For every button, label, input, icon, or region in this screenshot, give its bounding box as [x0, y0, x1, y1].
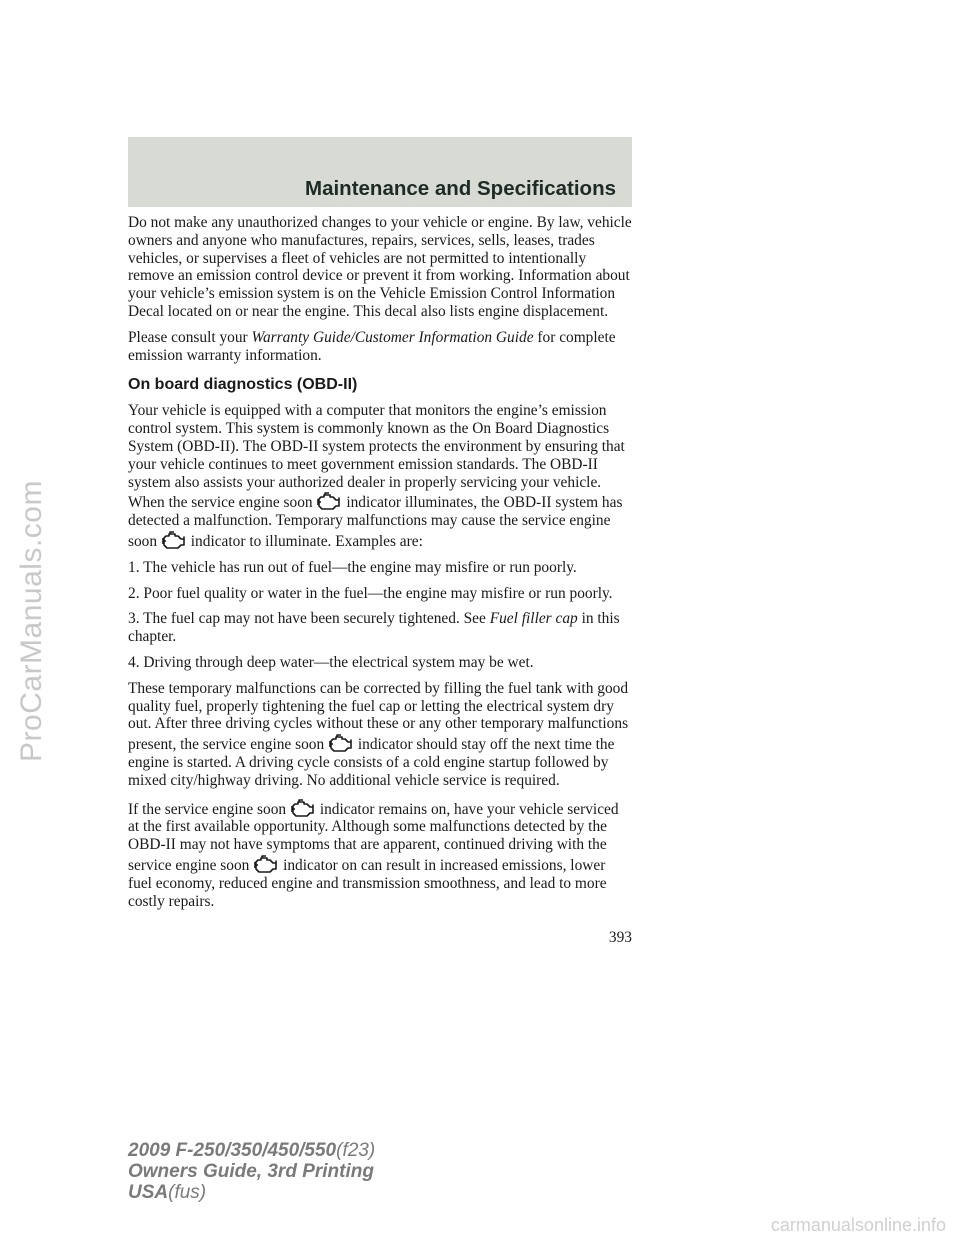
- example-item-3: 3. The fuel cap may not have been securely tightened. See Fuel filler cap in this chapter.: [128, 610, 620, 646]
- watermark-bottom: carmanualsonline.info: [770, 1215, 946, 1235]
- footer-line-2: Owners Guide, 3rd Printing: [128, 1161, 374, 1182]
- example-item-2: 2. Poor fuel quality or water in the fuel—the engine may misfire or run poorly.: [128, 584, 613, 602]
- check-engine-icon: [316, 491, 342, 511]
- example-item-1: 1. The vehicle has run out of fuel—the engine may misfire or run poorly.: [128, 558, 577, 576]
- warranty-guide-reference: Warranty Guide/Customer Information Guide: [251, 328, 534, 346]
- footer-line-1: 2009 F-250/350/450/550(f23): [128, 1140, 376, 1161]
- paragraph-obd-description: Your vehicle is equipped with a computer that monitors the engine’s emission control system. This system is commonly known as the On Board Diagnostics System (OBD-II). The OBD-II system protects the environment by ensuring that your vehicle continues to meet government emission standards. The OBD-II system also assists your authorized dealer in properly servicing your vehicle. When the service engine soon indicator illuminates, the OBD-II system has detected a malfunction. Temporary malfunctions may cause the service engine soon indicator to illuminate. Examples are:: [128, 402, 625, 550]
- check-engine-icon: [253, 854, 279, 874]
- paragraph-warranty: Please consult your Warranty Guide/Customer Information Guide for complete emission warranty information.: [128, 328, 616, 364]
- page-content: [128, 214, 632, 918]
- footer-print-info: [128, 1140, 375, 1203]
- footer-line-3: USA(fus): [128, 1182, 207, 1203]
- section-title: Maintenance and Specifications: [305, 177, 616, 200]
- paragraph-temporary-malfunctions: These temporary malfunctions can be corrected by filling the fuel tank with good quality fuel, properly tightening the fuel cap or letting the electrical system dry out. After three driving cycles without these or any other temporary malfunctions present, the service engine soon indicator should stay off the next time the engine is started. A driving cycle consists of a cold engine startup followed by mixed city/highway driving. No additional vehicle service is required.: [128, 679, 629, 789]
- paragraph-emission-law: Do not make any unauthorized changes to your vehicle or engine. By law, vehicle owners and anyone who manufactures, repairs, services, sells, leases, trades vehicles, or supervises a fleet of vehicles are not permitted to intentionally remove an emission control device or prevent it from working. Information about your vehicle’s emission system is on the Vehicle Emission Control Information Decal located on or near the engine. This decal also lists engine displacement.: [128, 214, 632, 320]
- watermark-left: ProCarManuals.com: [15, 480, 48, 762]
- check-engine-icon: [161, 530, 187, 550]
- check-engine-icon: [328, 733, 354, 753]
- header-band: [128, 137, 632, 207]
- page-number: 393: [608, 929, 632, 946]
- paragraph-indicator-remains-on: If the service engine soon indicator remains on, have your vehicle serviced at the first available opportunity. Although some malfunctions detected by the OBD-II may not have symptoms that are apparent, continued driving with the service engine soon indicator on can result in increased emissions, lower fuel economy, reduced engine and transmission smoothness, and lead to more costly repairs.: [128, 798, 632, 911]
- fuel-filler-cap-reference: Fuel filler cap: [489, 610, 578, 628]
- obd-heading: On board diagnostics (OBD-II): [128, 376, 358, 394]
- check-engine-icon: [290, 798, 316, 818]
- example-item-4: 4. Driving through deep water—the electrical system may be wet.: [128, 653, 534, 671]
